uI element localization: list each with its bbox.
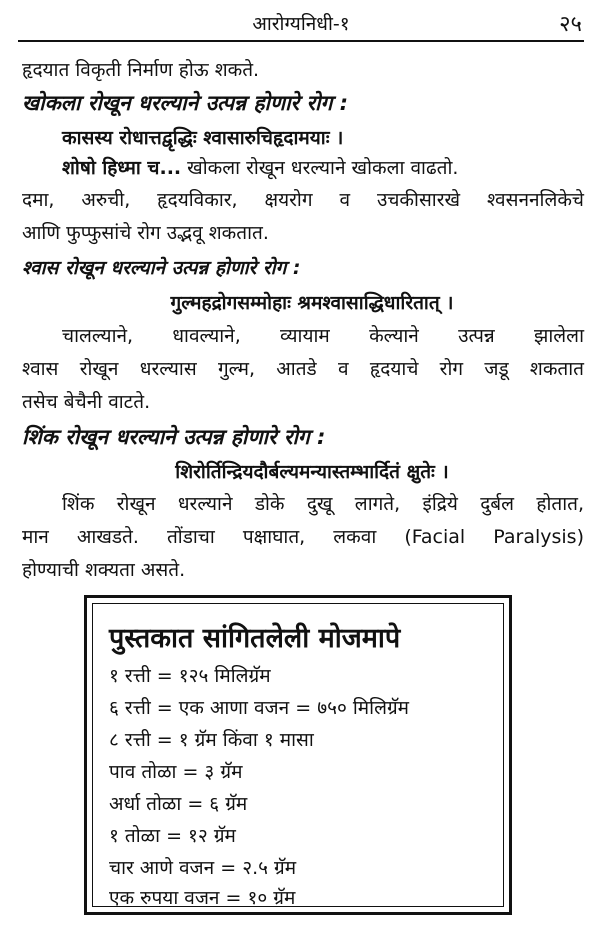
paragraph-cough-line-1 <box>62 154 584 180</box>
paragraph-cough-line-3: आणि फुप्फुसांचे रोग उद्भवू शकतात. <box>22 222 269 244</box>
paragraph-breath-line-1: चालल्याने, धावल्याने, व्यायाम केल्याने उत्पन्न झालेला <box>62 325 584 347</box>
section-heading-cough: खोकला रोखून धरल्याने उत्पन्न होणारे रोग : <box>22 91 349 115</box>
measurement-item: १ तोळा = १२ ग्रॅम <box>109 825 236 847</box>
header-rule <box>18 40 584 42</box>
sloka-continuation: शोषो हिध्मा च... <box>62 157 182 179</box>
page-header <box>18 6 584 40</box>
paragraph-text: खोकला रोखून धरल्याने खोकला वाढतो. <box>181 157 459 179</box>
measurement-item: १ रत्ती = १२५ मिलिग्रॅम <box>109 665 271 687</box>
measurement-item: चार आणे वजन = २.५ ग्रॅम <box>109 857 297 879</box>
measurement-item: ६ रत्ती = एक आणा वजन = ७५० मिलिग्रॅम <box>109 697 410 719</box>
paragraph-sneeze-line-1: शिंक रोखून धरल्याने डोके दुखू लागते, इंद्रिये दुर्बल होतात, <box>62 493 584 515</box>
measurement-item: अर्धा तोळा = ६ ग्रॅम <box>109 793 248 815</box>
sloka-cough: कासस्य रोधात्तद्वृद्धिः श्वासारुचिहृदामयाः । <box>62 127 344 149</box>
measurements-title: पुस्तकात सांगितलेली मोजमापे <box>109 623 401 654</box>
section-heading-breath: श्वास रोखून धरल्याने उत्पन्न होणारे रोग : <box>22 257 301 279</box>
section-heading-sneeze: शिंक रोखून धरल्याने उत्पन्न होणारे रोग : <box>22 425 326 449</box>
running-title: आरोग्यनिधी-१ <box>252 13 350 35</box>
paragraph-breath-line-3: तसेच बेचैनी वाटते. <box>22 391 151 413</box>
measurements-box <box>84 595 512 915</box>
page-number: २५ <box>559 12 582 37</box>
paragraph-sneeze-line-2: मान आखडते. तोंडाचा पक्षाघात, लकवा (Facial Paralysis) <box>22 526 584 548</box>
sloka-sneeze: शिरोर्तिन्द्रियदौर्बल्यमन्यास्तम्भार्दितं क्षुतेः । <box>175 461 449 483</box>
measurement-item: एक रुपया वजन = १० ग्रॅम <box>109 887 296 909</box>
measurement-item: ८ रत्ती = १ ग्रॅम किंवा १ मासा <box>109 729 314 751</box>
paragraph-breath-line-2: श्वास रोखून धरल्यास गुल्म, आतडे व हृदयाचे रोग जडू शकतात <box>22 358 584 380</box>
measurement-item: पाव तोळा = ३ ग्रॅम <box>109 761 243 783</box>
measurements-box-inner-border <box>92 603 504 907</box>
continuation-line: हृदयात विकृती निर्माण होऊ शकते. <box>22 59 260 81</box>
paragraph-cough-line-2: दमा, अरुची, हृदयविकार, क्षयरोग व उचकीसारखे श्वसननलिकेचे <box>22 189 584 211</box>
paragraph-sneeze-line-3: होण्याची शक्यता असते. <box>22 559 186 581</box>
sloka-breath: गुल्महद्रोगसम्मोहाः श्रमश्वासाद्धिधारितात् । <box>170 292 454 314</box>
